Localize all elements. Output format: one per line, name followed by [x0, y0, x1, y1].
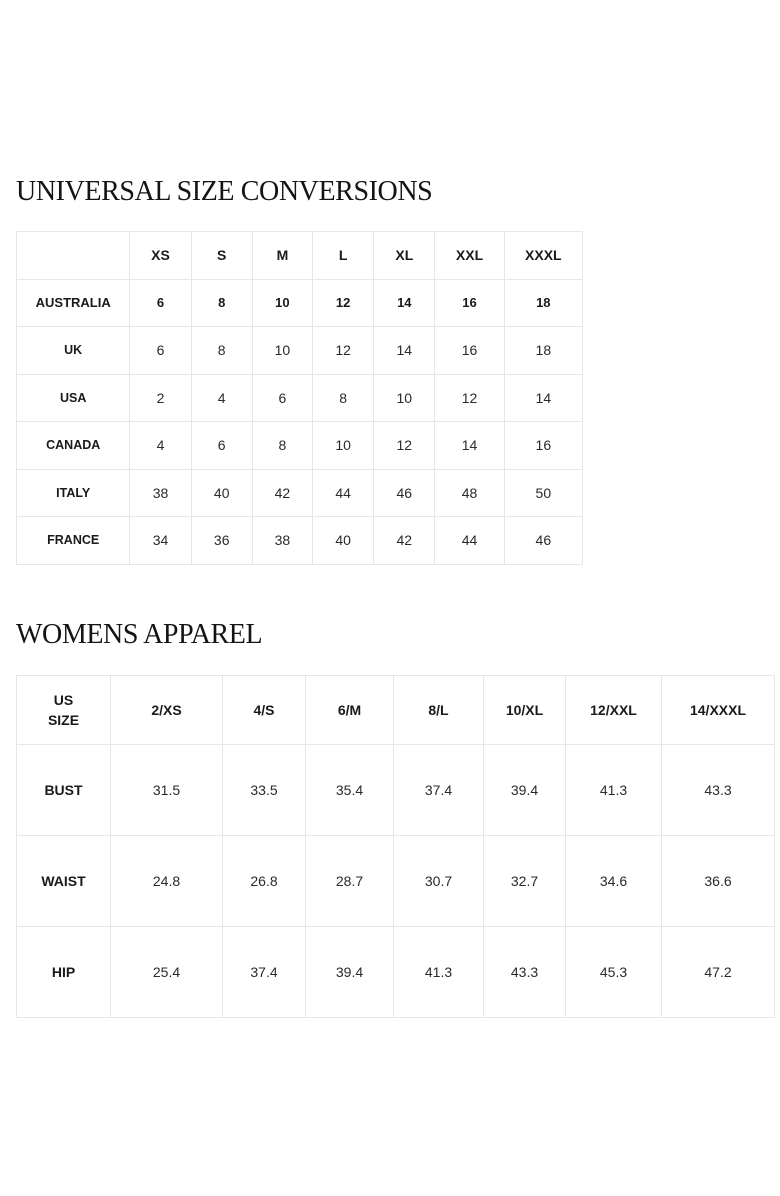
table-header-row	[17, 232, 583, 280]
row-label: UK	[17, 327, 130, 375]
table-cell: 45.3	[566, 927, 662, 1018]
table-cell: 34	[130, 517, 191, 565]
womens-apparel-title: WOMENS APPAREL	[16, 619, 263, 650]
table-cell: 2	[130, 374, 191, 422]
table-cell: 12	[313, 279, 374, 327]
table-cell: 44	[313, 469, 374, 517]
table-cell: 12	[435, 374, 504, 422]
table-cell: 48	[435, 469, 504, 517]
table-cell: 33.5	[223, 745, 306, 836]
table-cell: 14	[374, 327, 435, 375]
column-header: XL	[374, 232, 435, 280]
womens-apparel-table	[16, 675, 775, 1018]
table-cell: 8	[191, 327, 252, 375]
table-cell: 4	[191, 374, 252, 422]
table-cell: 40	[313, 517, 374, 565]
table-cell: 41.3	[566, 745, 662, 836]
column-header: S	[191, 232, 252, 280]
column-header: M	[252, 232, 312, 280]
table-cell: 30.7	[394, 836, 484, 927]
column-header-empty	[17, 232, 130, 280]
table-header-row	[17, 676, 775, 745]
table-row	[17, 374, 583, 422]
table-cell: 16	[435, 279, 504, 327]
table-cell: 6	[130, 279, 191, 327]
us-size-label-line: US	[53, 692, 74, 708]
table-cell: 36	[191, 517, 252, 565]
table-row	[17, 745, 775, 836]
table-cell: 10	[252, 327, 312, 375]
table-cell: 14	[504, 374, 582, 422]
table-cell: 39.4	[306, 927, 394, 1018]
table-cell: 16	[504, 422, 582, 470]
table-cell: 6	[252, 374, 312, 422]
row-label: BUST	[17, 745, 111, 836]
column-header: 14/XXXL	[662, 676, 775, 745]
row-label: WAIST	[17, 836, 111, 927]
table-cell: 50	[504, 469, 582, 517]
row-label: CANADA	[17, 422, 130, 470]
table-row	[17, 279, 583, 327]
table-cell: 43.3	[662, 745, 775, 836]
column-header: XXXL	[504, 232, 582, 280]
table-cell: 39.4	[484, 745, 566, 836]
table-row	[17, 327, 583, 375]
table-cell: 46	[504, 517, 582, 565]
table-cell: 40	[191, 469, 252, 517]
table-cell: 38	[130, 469, 191, 517]
table-row	[17, 517, 583, 565]
table-cell: 38	[252, 517, 312, 565]
table-cell: 10	[313, 422, 374, 470]
table-cell: 8	[252, 422, 312, 470]
table-cell: 18	[504, 327, 582, 375]
table-cell: 42	[374, 517, 435, 565]
table-cell: 32.7	[484, 836, 566, 927]
table-cell: 47.2	[662, 927, 775, 1018]
table-cell: 25.4	[111, 927, 223, 1018]
column-header: 4/S	[223, 676, 306, 745]
table-cell: 34.6	[566, 836, 662, 927]
row-label: FRANCE	[17, 517, 130, 565]
table-cell: 12	[313, 327, 374, 375]
table-row	[17, 422, 583, 470]
table-cell: 43.3	[484, 927, 566, 1018]
table-cell: 10	[252, 279, 312, 327]
table-cell: 6	[130, 327, 191, 375]
table-cell: 37.4	[394, 745, 484, 836]
column-header: 12/XXL	[566, 676, 662, 745]
column-header: 6/M	[306, 676, 394, 745]
table-cell: 4	[130, 422, 191, 470]
table-row	[17, 469, 583, 517]
column-header: XXL	[435, 232, 504, 280]
row-label: HIP	[17, 927, 111, 1018]
table-cell: 37.4	[223, 927, 306, 1018]
table-cell: 46	[374, 469, 435, 517]
table-cell: 16	[435, 327, 504, 375]
table-cell: 31.5	[111, 745, 223, 836]
table-cell: 8	[313, 374, 374, 422]
row-label: AUSTRALIA	[17, 279, 130, 327]
column-header: 2/XS	[111, 676, 223, 745]
table-cell: 18	[504, 279, 582, 327]
table-cell: 14	[374, 279, 435, 327]
table-cell: 44	[435, 517, 504, 565]
row-label: ITALY	[17, 469, 130, 517]
table-cell: 8	[191, 279, 252, 327]
table-row	[17, 927, 775, 1018]
table-cell: 35.4	[306, 745, 394, 836]
table-cell: 28.7	[306, 836, 394, 927]
table-row	[17, 836, 775, 927]
table-cell: 10	[374, 374, 435, 422]
table-cell: 14	[435, 422, 504, 470]
table-cell: 36.6	[662, 836, 775, 927]
row-label: USA	[17, 374, 130, 422]
table-cell: 6	[191, 422, 252, 470]
table-cell: 12	[374, 422, 435, 470]
us-size-corner-header	[17, 676, 111, 745]
us-size-label-line: SIZE	[47, 712, 80, 728]
column-header: XS	[130, 232, 191, 280]
table-cell: 24.8	[111, 836, 223, 927]
universal-size-table	[16, 231, 583, 565]
universal-size-conversions-title: UNIVERSAL SIZE CONVERSIONS	[16, 176, 433, 207]
column-header: 8/L	[394, 676, 484, 745]
column-header: 10/XL	[484, 676, 566, 745]
table-cell: 26.8	[223, 836, 306, 927]
table-cell: 41.3	[394, 927, 484, 1018]
column-header: L	[313, 232, 374, 280]
table-cell: 42	[252, 469, 312, 517]
